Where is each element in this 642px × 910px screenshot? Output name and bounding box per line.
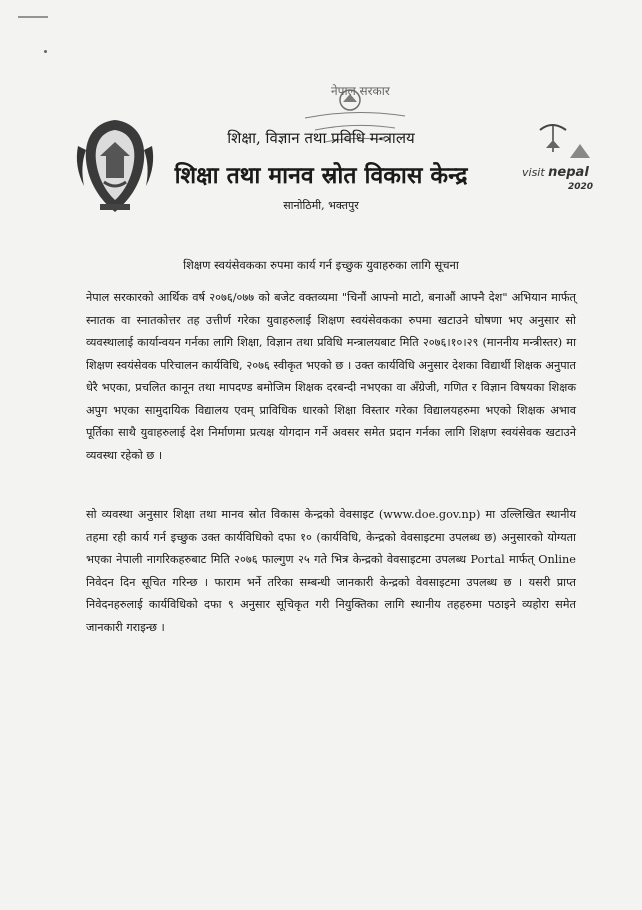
notice-paragraph-2: सो व्यवस्था अनुसार शिक्षा तथा मानव स्रोत विकास केन्द्रको वेवसाइट (www.doe.gov.np) मा उल्लिखित स्थानीय तहमा रही कार्य गर्न इच्छुक उक्त कार्यविधिको दफा १० (कार्यविधि, केन्द्रको वेवसाइटमा उपलब्ध छ) अनुसारको योग्यता भएका नेपाली नागरिकहरुबाट मिति २०७६ फाल्गुण २५ गते भित्र केन्द्रको वेवसाइटमा उपलब्ध Portal मार्फत् Online निवेदन दिन सूचित गरिन्छ । फाराम भर्ने तरिका सम्बन्धी जानकारी केन्द्रको वेवसाइटमा उपलब्ध छ । यसरी प्राप्त निवेदनहरुलाई कार्यविधिको दफा ९ अनुसार सूचिकृत गरी नियुक्तिका लागि स्थानीय तहहरुमा पठाइने व्यहोरा समेत जानकारी गराइन्छ । (86, 508, 576, 634)
scan-mark (18, 16, 48, 18)
visit-nepal-year: 2020 (568, 182, 594, 192)
notice-paragraph-1: नेपाल सरकारको आर्थिक वर्ष २०७६/०७७ को बजेट वक्तव्यमा "चिनौं आफ्नो माटो, बनाऔं आफ्नै देश" अभियान मार्फत् स्नातक वा स्नातकोत्तर तह उत्तीर्ण गरेका युवाहरुलाई शिक्षण स्वयंसेवकका रुपमा खटाउने घोषणा भए अनुसार सो व्यवस्थालाई कार्यान्वयन गर्नका लागि शिक्षा, विज्ञान तथा प्रविधि मन्त्रालयबाट मिति २०७६।१०।२९ (माननीय मन्त्रीस्तर) मा शिक्षण स्वयंसेवक परिचालन कार्यविधि, २०७६ स्वीकृत भएको छ । उक्त कार्यविधि अनुसार देशका विद्यार्थी शिक्षक अनुपात धेरै भएका, प्रचलित कानून तथा मापदण्ड बमोजिम शिक्षक दरबन्दी नभएका वा अँग्रेजी, गणित र विज्ञान विषयका शिक्षक अपुग भएका सामुदायिक विद्यालय एवम् प्राविधिक धारको शिक्षा विस्तार गरेका विद्यालयहरुमा भएको शिक्षक अभाव पूर्तिका साथै युवाहरुलाई देश निर्माणमा प्रत्यक्ष योगदान गर्ने अवसर समेत प्रदान गर्नका लागि शिक्षण स्वयंसेवक खटाउने व्यवस्था रहेको छ । (86, 291, 576, 462)
stamp-text: नेपाल सरकार (331, 84, 390, 98)
visit-nepal-text (522, 165, 589, 180)
ministry-name: शिक्षा, विज्ञान तथा प्रविधि मन्त्रालय (227, 129, 415, 147)
visit-word: visit (522, 166, 545, 179)
notice-title: शिक्षण स्वयंसेवकका रुपमा कार्य गर्न इच्छुक युवाहरुका लागि सूचना (183, 258, 459, 272)
nepal-word: nepal (548, 165, 589, 180)
scan-dot (44, 50, 47, 53)
visit-nepal-logo-icon (510, 118, 610, 198)
center-name: शिक्षा तथा मानव स्रोत विकास केन्द्र (174, 162, 468, 189)
center-address: सानोठिमी, भक्तपुर (283, 199, 359, 212)
